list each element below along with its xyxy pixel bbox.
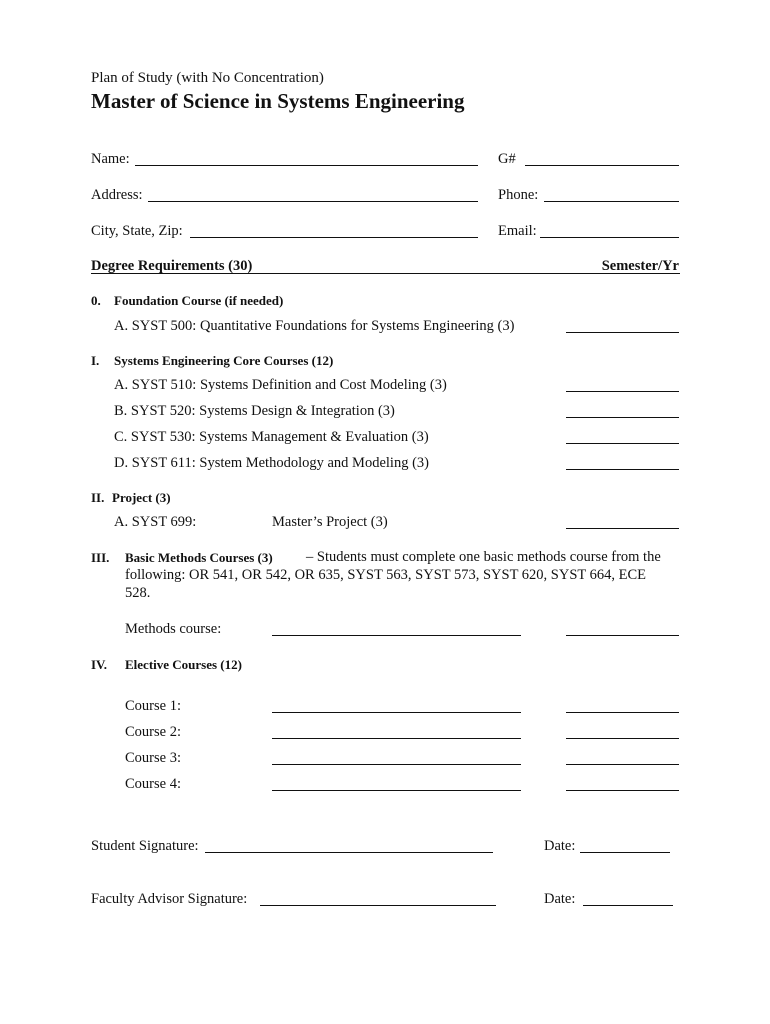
degree-requirements-heading: Degree Requirements (30): [91, 258, 253, 274]
section-4-number: IV.: [91, 657, 108, 672]
section-0-number: 0.: [91, 293, 101, 308]
form-subtitle: Plan of Study (with No Concentration): [91, 70, 324, 86]
syst530-semester-line[interactable]: [566, 443, 679, 444]
elective-course-2-label: Course 2:: [125, 724, 181, 740]
elective-course-4-line[interactable]: [272, 790, 521, 791]
elective-course-3-line[interactable]: [272, 764, 521, 765]
semester-year-heading: Semester/Yr: [601, 258, 679, 274]
syst699-semester-line[interactable]: [566, 528, 679, 529]
elective-course-4-label: Course 4:: [125, 776, 181, 792]
syst611-course: D. SYST 611: System Methodology and Modeling (3): [114, 455, 429, 471]
syst500-semester-line[interactable]: [566, 332, 679, 333]
section-1-title: Systems Engineering Core Courses (12): [114, 353, 334, 368]
elective-course-2-line[interactable]: [272, 738, 521, 739]
section-4-title: Elective Courses (12): [125, 657, 242, 672]
section-2-title: Project (3): [112, 490, 171, 505]
section-3-desc-line3: 528.: [125, 585, 151, 601]
section-1-number: I.: [91, 353, 100, 368]
city-state-zip-field-line[interactable]: [190, 237, 478, 238]
elective-course-4-semester-line[interactable]: [566, 790, 679, 791]
syst510-semester-line[interactable]: [566, 391, 679, 392]
phone-field-line[interactable]: [544, 201, 679, 202]
student-date-line[interactable]: [580, 852, 670, 853]
elective-course-3-semester-line[interactable]: [566, 764, 679, 765]
advisor-signature-line[interactable]: [260, 905, 496, 906]
address-field-line[interactable]: [148, 201, 478, 202]
advisor-date-line[interactable]: [583, 905, 673, 906]
syst520-semester-line[interactable]: [566, 417, 679, 418]
student-date-label: Date:: [544, 838, 576, 854]
email-label: Email:: [498, 223, 537, 239]
section-2-number: II.: [91, 490, 105, 505]
advisor-date-label: Date:: [544, 891, 576, 907]
advisor-signature-label: Faculty Advisor Signature:: [91, 891, 248, 907]
elective-course-3-label: Course 3:: [125, 750, 181, 766]
city-state-zip-label: City, State, Zip:: [91, 223, 183, 239]
elective-course-2-semester-line[interactable]: [566, 738, 679, 739]
email-field-line[interactable]: [540, 237, 679, 238]
syst699-code: A. SYST 699:: [114, 514, 197, 530]
elective-course-1-label: Course 1:: [125, 698, 181, 714]
syst520-course: B. SYST 520: Systems Design & Integration (3): [114, 403, 395, 419]
section-3-title: Basic Methods Courses (3): [125, 550, 273, 565]
syst510-course: A. SYST 510: Systems Definition and Cost Modeling (3): [114, 377, 447, 393]
section-3-desc-line2: following: OR 541, OR 542, OR 635, SYST 563, SYST 573, SYST 620, SYST 664, ECE: [125, 567, 647, 583]
syst699-name: Master’s Project (3): [272, 514, 388, 530]
syst611-semester-line[interactable]: [566, 469, 679, 470]
requirements-rule: [91, 273, 680, 274]
student-signature-line[interactable]: [205, 852, 493, 853]
elective-course-1-semester-line[interactable]: [566, 712, 679, 713]
methods-semester-line[interactable]: [566, 635, 679, 636]
section-3-number: III.: [91, 550, 110, 565]
name-field-line[interactable]: [135, 165, 478, 166]
elective-course-1-line[interactable]: [272, 712, 521, 713]
gnumber-label: G#: [498, 151, 516, 167]
syst530-course: C. SYST 530: Systems Management & Evaluation (3): [114, 429, 429, 445]
section-0-title: Foundation Course (if needed): [114, 293, 284, 308]
syst500-course: A. SYST 500: Quantitative Foundations for Systems Engineering (3): [114, 318, 515, 334]
address-label: Address:: [91, 187, 143, 203]
gnumber-field-line[interactable]: [525, 165, 679, 166]
methods-course-label: Methods course:: [125, 621, 222, 637]
student-signature-label: Student Signature:: [91, 838, 199, 854]
phone-label: Phone:: [498, 187, 539, 203]
methods-course-line[interactable]: [272, 635, 521, 636]
form-title: Master of Science in Systems Engineering: [91, 89, 465, 113]
name-label: Name:: [91, 151, 130, 167]
section-3-desc-line1: – Students must complete one basic methods course from the: [306, 549, 661, 565]
